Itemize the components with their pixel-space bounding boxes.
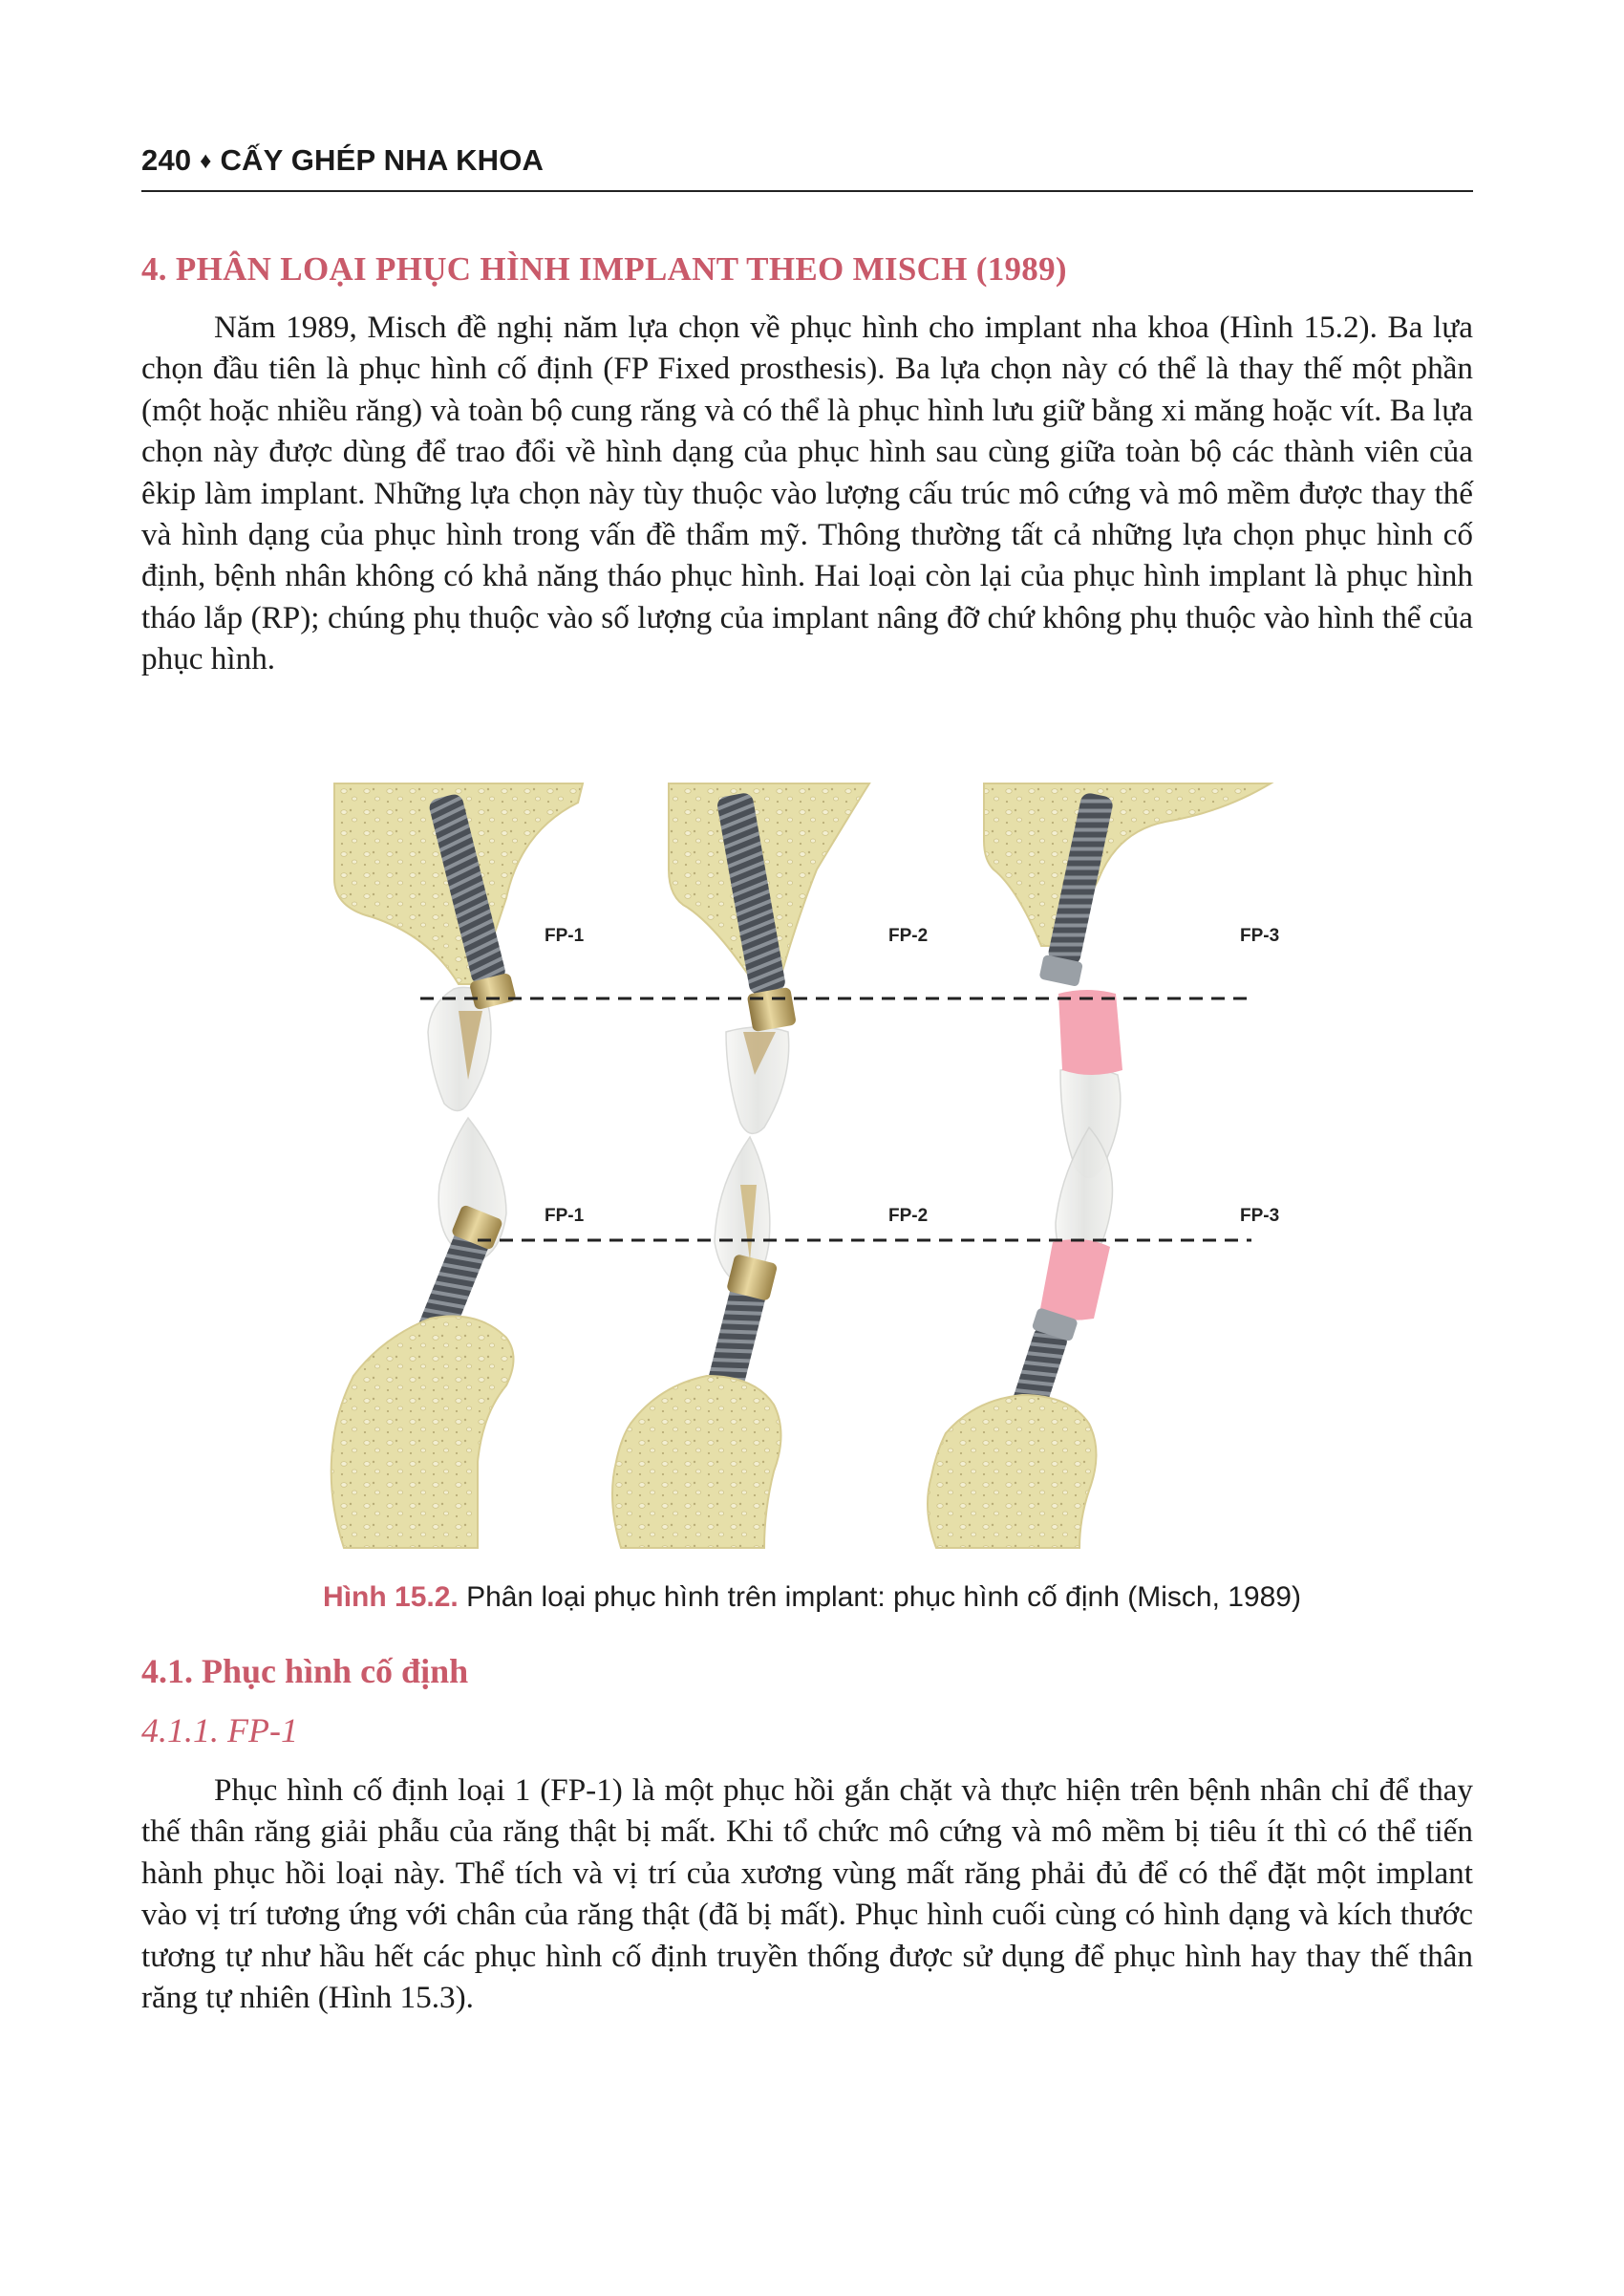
bottom-label-fp2: FP-2 [888, 1206, 929, 1226]
header-rule [141, 190, 1473, 192]
top-panel-fp1 [334, 783, 583, 1111]
top-panel-fp3 [984, 783, 1271, 1178]
running-header [141, 143, 544, 178]
top-label-fp3: FP-3 [1240, 926, 1280, 946]
figure-caption [0, 1581, 1624, 1614]
section-title: 4. PHÂN LOẠI PHỤC HÌNH IMPLANT THEO MISCH (1989) [141, 250, 1067, 288]
bottom-panel-fp3 [928, 1127, 1113, 1548]
figure-caption-text: Phân loại phục hình trên implant: phục hình cố định (Misch, 1989) [466, 1581, 1301, 1613]
figure-caption-number: Hình 15.2. [323, 1581, 459, 1613]
figure-15-2 [315, 764, 1328, 1567]
intro-paragraph: Năm 1989, Misch đề nghị năm lựa chọn về phục hình cho implant nha khoa (Hình 15.2). Ba lựa chọn đầu tiên là phục hình cố định (FP Fixed prosthesis). Ba lựa chọn này có thể là thay thế một phần (một hoặc nhiều răng) và toàn bộ cung răng và có thể là phục hình lưu giữ bằng xi măng hoặc vít. Ba lựa chọn này được dùng để trao đổi về hình dạng của phục hình sau cùng giữa toàn bộ các thành viên của êkip làm implant. Những lựa chọn này tùy thuộc vào lượng cấu trúc mô cứng và mô mềm được thay thế và hình dạng của phục hình trong vấn đề thẩm mỹ. Thông thường tất cả những lựa chọn phục hình cố định, bệnh nhân không có khả năng tháo phục hình. Hai loại còn lại của phục hình implant là phục hình tháo lắp (RP); chúng phụ thuộc vào số lượng của implant nâng đỡ chứ không phụ thuộc vào hình thể của phục hình. [141, 310, 1473, 677]
book-title: CẤY GHÉP NHA KHOA [220, 143, 545, 177]
page-number: 240 [141, 143, 192, 177]
bottom-panel-fp1 [331, 1118, 514, 1548]
top-label-fp1: FP-1 [545, 926, 585, 946]
diamond-separator-icon: ♦ [200, 148, 212, 174]
subsection-title: 4.1. Phục hình cố định [141, 1652, 469, 1690]
bottom-panel-fp2 [612, 1137, 781, 1548]
bottom-label-fp1: FP-1 [545, 1206, 585, 1226]
bottom-label-fp3: FP-3 [1240, 1206, 1280, 1226]
fp1-paragraph: Phục hình cố định loại 1 (FP-1) là một phục hồi gắn chặt và thực hiện trên bệnh nhân chỉ để thay thế thân răng giải phẫu của răng thật bị mất. Khi tổ chức mô cứng và mô mềm bị tiêu ít thì có thể tiến hành phục hồi loại này. Thể tích và vị trí của xương vùng mất răng phải đủ để có thể đặt một implant vào vị trí tương ứng với chân của răng thật (đã bị mất). Phục hình cuối cùng có hình dạng và kích thước tương tự như hầu hết các phục hình cố định truyền thống được sử dụng để phục hình hay thay thế thân răng tự nhiên (Hình 15.3). [141, 1772, 1473, 2016]
top-label-fp2: FP-2 [888, 926, 929, 946]
subsubsection-title: 4.1.1. FP-1 [141, 1711, 298, 1749]
top-panel-fp2 [669, 783, 869, 1133]
